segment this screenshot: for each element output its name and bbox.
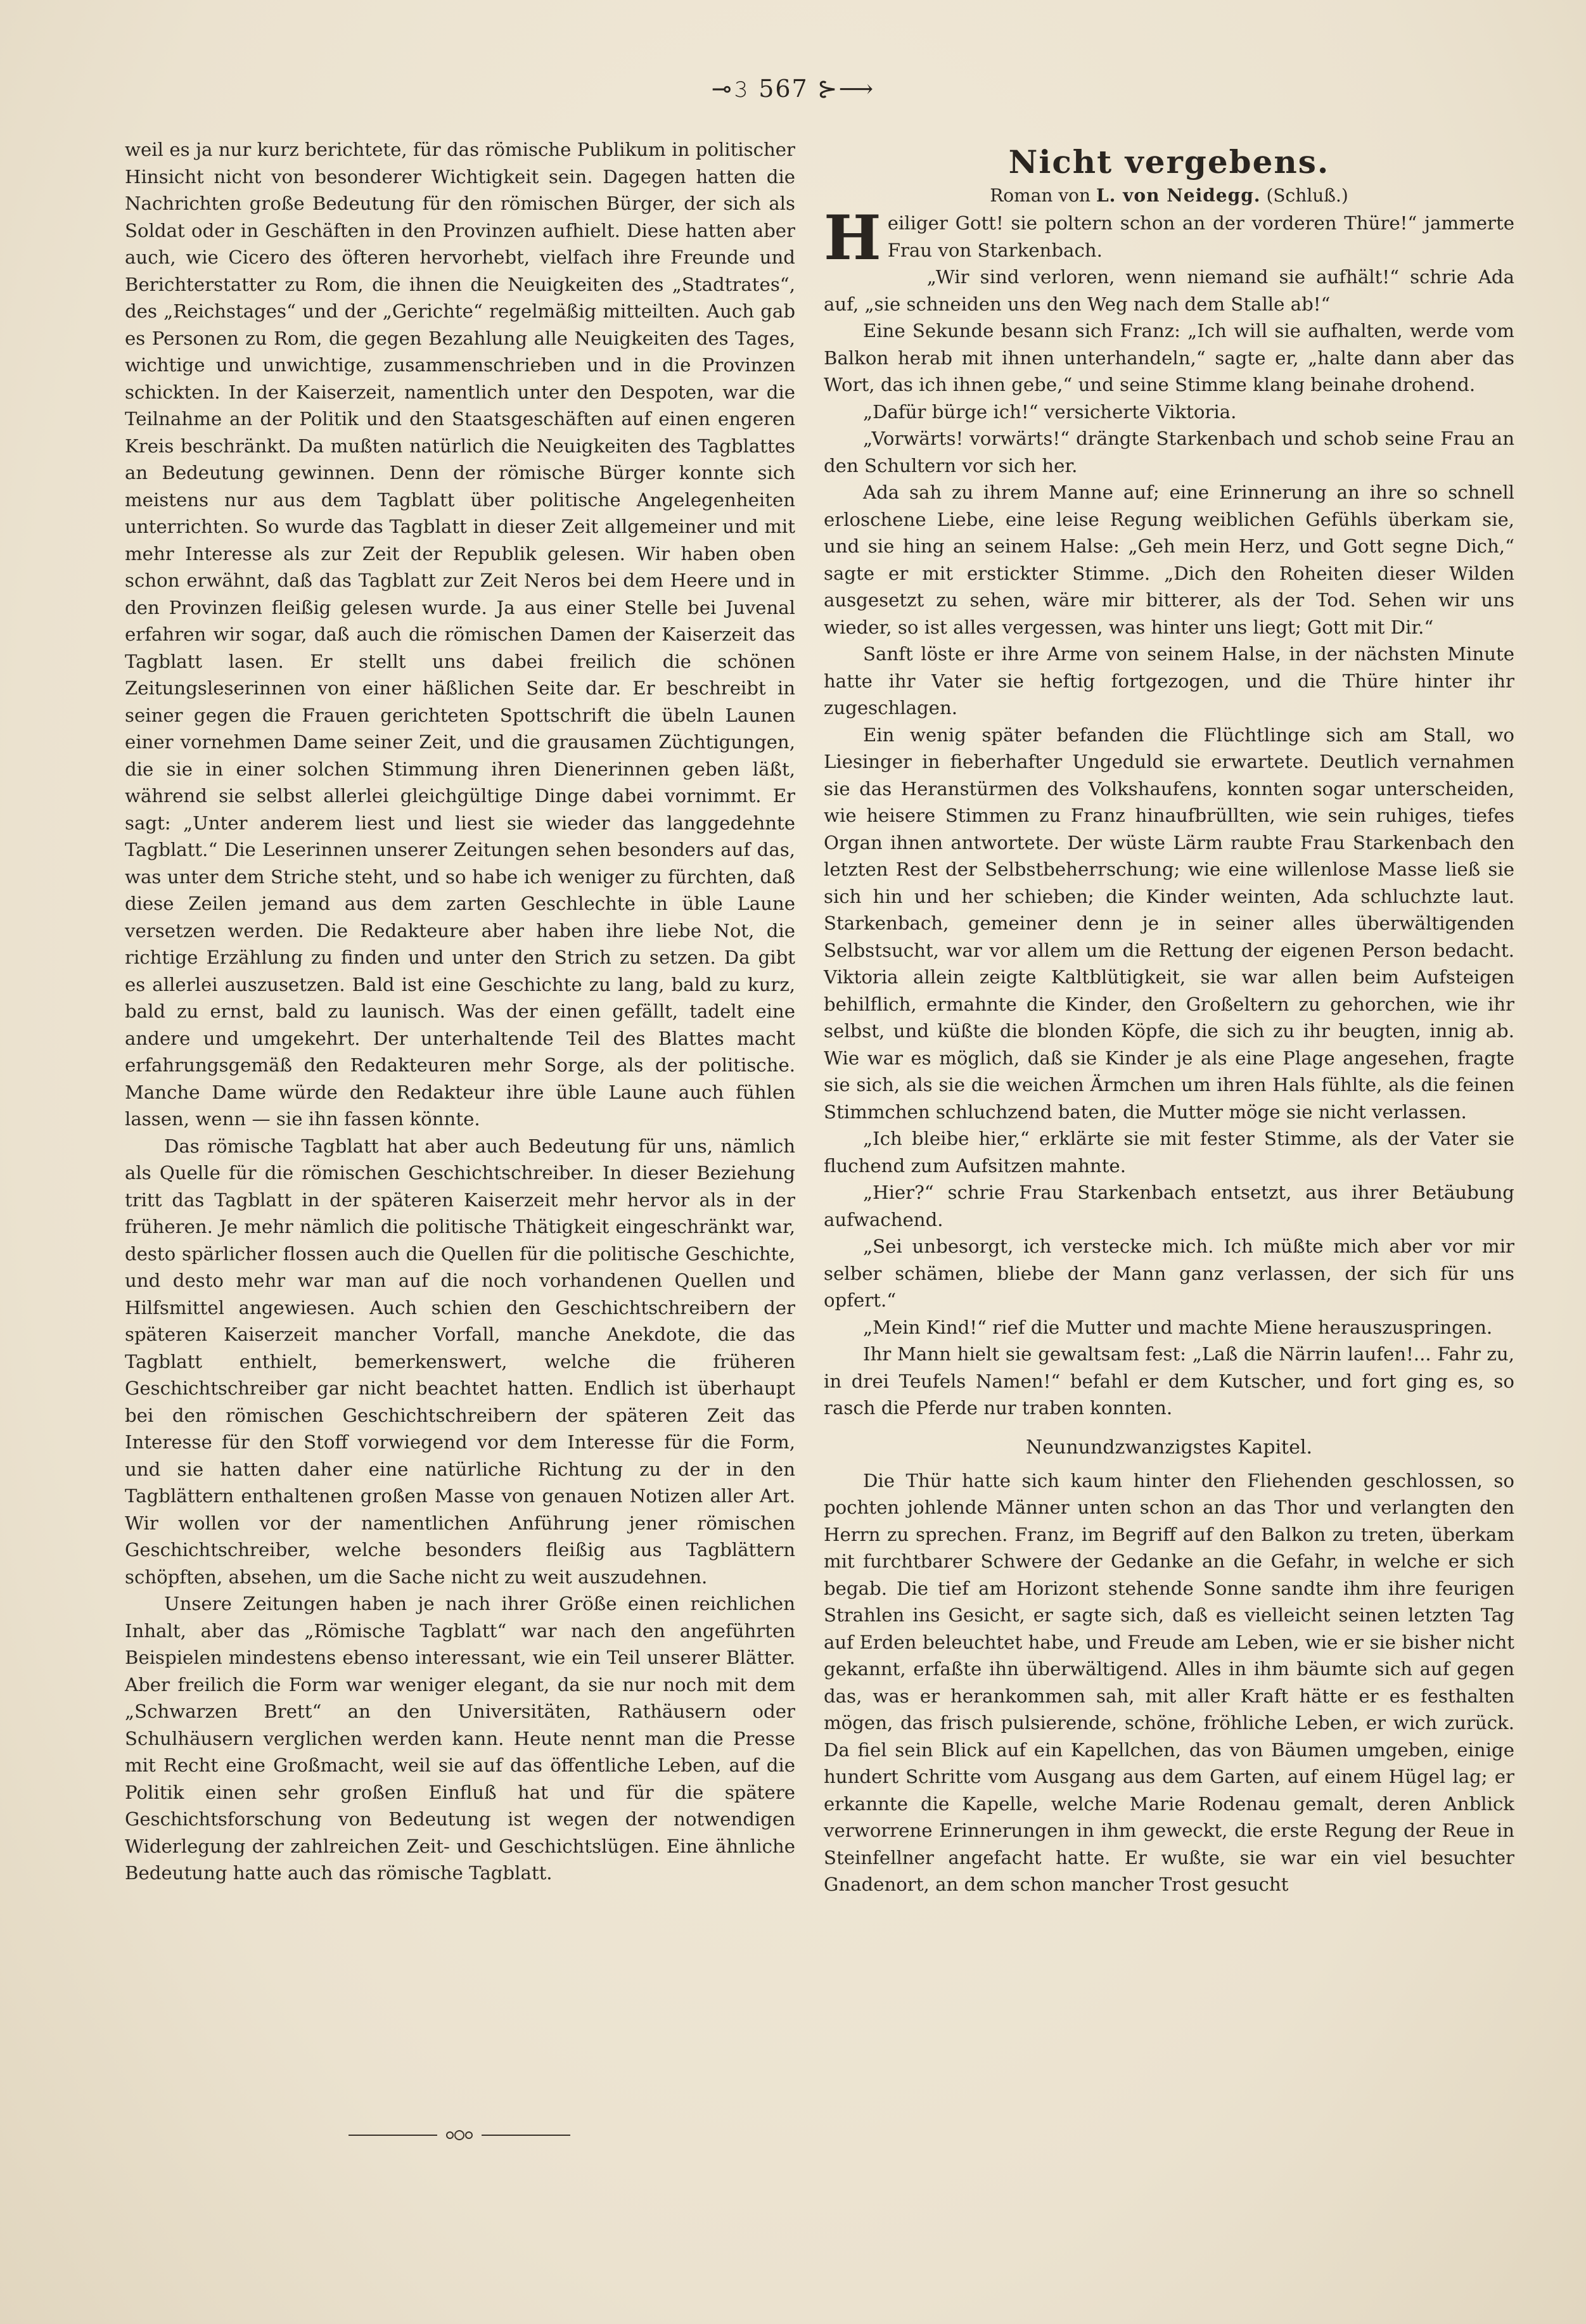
byline-prefix: Roman von	[990, 185, 1091, 206]
right-paragraph-12: Ihr Mann hielt sie gewaltsam fest: „Laß die Närrin laufen!... Fahr zu, in drei Teufels Namen!“ befahl er dem Kutscher, und fort ging es, so rasch die Pferde nur traben konnten.	[824, 1343, 1514, 1419]
opening-paragraph	[824, 202, 1514, 274]
page-number-ornament-left: ⊸𝟹	[711, 75, 759, 103]
novel-title: Nicht vergebens.	[1008, 143, 1330, 181]
right-paragraph-5: Ada sah zu ihrem Manne auf; eine Erinnerung an ihre so schnell erloschene Liebe, eine leise Regung weiblichen Gefühls überkam sie, und sie hing an seinem Halse: „Geh mein Herz, und Gott segne Dich,“ sagte er mit erstickter Stimme. „Dich den Roheiten dieser Wilden ausgesetzt zu sehen, wäre mir bitterer, als der Tod. Sehen wir uns wieder, so ist alles vergessen, was hinter uns liegt; Gott mit Dir.“	[824, 482, 1514, 638]
left-paragraph-2: Das römische Tagblatt hat aber auch Bedeutung für uns, nämlich als Quelle für die römischen Geschichtschreiber. In dieser Beziehung tritt das Tagblatt in der späteren Kaiserzeit mehr hervor als in der früheren. Je mehr nämlich die politische Thätigkeit eingeschränkt war, desto spärlicher flossen auch die Quellen für die politische Geschichte, und desto mehr war man auf die noch vorhandenen Quellen und Hilfsmittel angewiesen. Auch schien den Geschichtschreibern der späteren Kaiserzeit mancher Vorfall, manche Anekdote, die das Tagblatt enthielt, bemerkenswert, welche die früheren Geschichtschreiber gar nicht beachtet hatten. Endlich ist überhaupt bei den römischen Geschichtschreibern der späteren Zeit das Interesse für den Stoff vorwiegend vor dem Interesse für die Form, und sie hatten daher eine natürliche Richtung zu der in den Tagblättern enthaltenen großen Masse von genauen Notizen aller Art. Wir wollen vor der namentlichen Anführung jener römischen Geschichtschreiber, welche besonders fleißig aus Tagblättern schöpften, absehen, um die Sache nicht zu weit auszudehnen.	[125, 1135, 795, 1588]
left-column	[125, 136, 795, 1887]
right-paragraph-9: „Hier?“ schrie Frau Starkenbach entsetzt, aus ihrer Betäubung aufwachend.	[824, 1182, 1514, 1230]
right-paragraph-3: „Dafür bürge ich!“ versicherte Viktoria.	[863, 400, 1237, 423]
byline-author: L. von Neidegg.	[1096, 185, 1261, 206]
page-number	[0, 75, 1586, 103]
right-paragraph-6: Sanft löste er ihre Arme von seinem Halse, in der nächsten Minute hatte ihr Vater sie heftig fortgezogen, und die Thüre hinter ihr zugeschlagen.	[824, 643, 1514, 718]
right-paragraph-2: Eine Sekunde besann sich Franz: „Ich will sie aufhalten, werde vom Balkon herab mit ihnen unterhandeln,“ sagte er, „halte dann aber das Wort, das ich ihnen gebe,“ und seine Stimme klang beinahe drohend.	[824, 320, 1514, 395]
section-end-ornament	[349, 2128, 570, 2143]
right-column	[824, 143, 1514, 1898]
byline-suffix: (Schluß.)	[1266, 185, 1348, 206]
right-paragraph-8: „Ich bleibe hier,“ erklärte sie mit fester Stimme, als der Vater sie fluchend zum Aufsitzen mahnte.	[824, 1128, 1514, 1177]
opening-paragraph-text: eiliger Gott! sie poltern schon an der vorderen Thüre!“ jammerte Frau von Starkenbach.	[887, 212, 1514, 261]
right-paragraph-11: „Mein Kind!“ rief die Mutter und machte Miene herauszuspringen.	[863, 1316, 1493, 1338]
page-number-value: 567	[758, 75, 809, 103]
chapter-paragraph-1: Die Thür hatte sich kaum hinter den Fliehenden geschlossen, so pochten johlende Männer unten schon an das Thor und verlangten den Herrn zu sprechen. Franz, im Begriff auf den Balkon zu treten, überkam mit furchtbarer Schwere der Gedanke an die Gefahr, in welche er sich begab. Die tief am Horizont stehende Sonne sandte ihm ihre feurigen Strahlen ins Gesicht, er sagte sich, daß es vielleicht seinen letzten Tag auf Erden beleuchtet habe, und Freude am Leben, wie er sie bisher nicht gekannt, erfaßte ihn überwältigend. Alles in ihm bäumte sich auf gegen das, was er herankommen sah, mit aller Kraft hätte er es festhalten mögen, das frisch pulsierende, schöne, fröhliche Leben, er wich zurück. Da fiel sein Blick auf ein Kapellchen, das von Bäumen umgeben, einige hundert Schritte vom Ausgang aus dem Garten, auf einem Hügel lag; er erkannte die Kapelle, welche Marie Rodenau gemalt, deren Anblick verworrene Erinnerungen in ihm geweckt, die erste Regung der Reue in Steinfellner angefacht hatte. Er wußte, sie war ein viel besuchter Gnadenort, an dem schon mancher Trost gesucht	[824, 1469, 1514, 1895]
right-paragraph-1: „Wir sind verloren, wenn niemand sie aufhält!“ schrie Ada auf, „sie schneiden uns den Weg nach dem Stalle ab!“	[824, 266, 1514, 315]
byline	[824, 182, 1514, 210]
right-paragraph-10: „Sei unbesorgt, ich verstecke mich. Ich müßte mich aber vor mir selber schämen, bliebe der Mann ganz verlassen, der sich für uns opfert.“	[824, 1235, 1514, 1311]
right-paragraph-7: Ein wenig später befanden die Flüchtlinge sich am Stall, wo Liesinger in fieberhafter Ungeduld sie erwartete. Deutlich vernahmen sie das Heranstürmen des Volkshaufens, konnten sogar unterscheiden, wie heisere Stimmen zu Franz hinaufbrüllten, wie sein ruhiges, tiefes Organ ihnen antwortete. Der wüste Lärm raubte Frau Starkenbach den letzten Rest der Selbstbeherrschung; wie eine willenlose Masse ließ sie sich hin und her schieben; die Kinder weinten, Ada schluchzte laut. Starkenbach, gemeiner denn je in seiner alles überwältigenden Selbstsucht, war vor allem um die Rettung der eigenen Person bedacht. Viktoria allein zeigte Kaltblütigkeit, sie war allen beim Aufsteigen behilflich, ermahnte die Kinder, den Großeltern zu gehorchen, wie ihr selbst, und küßte die blonden Köpfe, die sich zu ihr beugten, innig ab. Wie war es möglich, daß sie Kinder je als eine Plage angesehen, fragte sie sich, als sie die weichen Ärmchen um ihren Hals fühlte, als die feinen Stimmchen schluchzend baten, die Mutter möge sie nicht verlassen.	[824, 724, 1514, 1123]
left-paragraph-1: weil es ja nur kurz berichtete, für das römische Publikum in politischer Hinsicht nicht von besonderer Wichtigkeit sein. Dagegen hatten die Nachrichten große Bedeutung für den römischen Bürger, der sich als Soldat oder in Geschäften in den Provinzen aufhielt. Diese hatten aber auch, wie Cicero des öfteren hervorhebt, vielfach ihre Freunde und Berichterstatter zu Rom, die ihnen die Neuigkeiten des „Stadtrates“, des „Reichstages“ und der „Gerichte“ regelmäßig mitteilten. Auch gab es Personen zu Rom, die gegen Bezahlung alle Neuigkeiten des Tages, wichtige und unwichtige, zusammenschrieben und in die Provinzen schickten. In der Kaiserzeit, namentlich unter den Despoten, war die Teilnahme an der Politik und den Staatsgeschäften auf einen engeren Kreis beschränkt. Da mußten natürlich die Neuigkeiten des Tagblattes an Bedeutung gewinnen. Denn der römische Bürger konnte sich meistens nur aus dem Tagblatt über politische Angelegenheiten unterrichten. So wurde das Tagblatt in dieser Zeit allgemeiner und mit mehr Interesse als zur Zeit der Republik gelesen. Wir haben oben schon erwähnt, daß das Tagblatt zur Zeit Neros bei dem Heere und in den Provinzen fleißig gelesen wurde. Ja aus einer Stelle bei Juvenal erfahren wir sogar, daß auch die römischen Damen der Kaiserzeit das Tagblatt lasen. Er stellt uns dabei freilich die schönen Zeitungsleserinnen von einer häßlichen Seite dar. Er beschreibt in seiner gegen die Frauen gerichteten Spottschrift die übeln Launen einer vornehmen Dame seiner Zeit, und die grausamen Züchtigungen, die sie in einer solchen Stimmung ihren Dienerinnen geben läßt, während sie selbst allerlei gleichgültige Dinge dabei vornimmt. Er sagt: „Unter anderem liest und liest sie wieder das langgedehnte Tagblatt.“ Die Leserinnen unserer Zeitungen sehen besonders auf das, was unter dem Striche steht, und so habe ich weniger zu fürchten, daß diese Zeilen jemand aus dem zarten Geschlechte in üble Laune versetzen werden. Die Redakteure aber haben ihre liebe Not, die richtige Erzählung zu finden und unter den Strich zu setzen. Da gibt es allerlei auszusetzen. Bald ist eine Geschichte zu lang, bald zu kurz, bald zu ernst, bald zu launisch. Was der einen gefällt, tadelt eine andere und umgekehrt. Der unterhaltende Teil des Blattes macht erfahrungsgemäß den Redakteuren mehr Sorge, als der politische. Manche Dame würde den Redakteur ihre üble Laune auch fühlen lassen, wenn — sie ihn fassen könnte.	[125, 139, 795, 1130]
page-number-ornament-right: ⊱⟶	[808, 75, 875, 103]
right-paragraph-4: „Vorwärts! vorwärts!“ drängte Starkenbach und schob seine Frau an den Schultern vor sich her.	[824, 428, 1514, 476]
left-paragraph-3: Unsere Zeitungen haben je nach ihrer Größe einen reichlichen Inhalt, aber das „Römische Tagblatt“ war nach den angeführten Beispielen mindestens ebenso interessant, wie ein Teil unserer Blätter. Aber freilich die Form war weniger elegant, da sie nur noch mit dem „Schwarzen Brett“ an den Universitäten, Rathäusern oder Schulhäusern verglichen werden kann. Heute nennt man die Presse mit Recht eine Großmacht, weil sie auf das öffentliche Leben, auf die Politik einen sehr großen Einfluß hat und für die spätere Geschichtsforschung von Bedeutung ist wegen der notwendigen Widerlegung der zahlreichen Zeit- und Geschichtslügen. Eine ähnliche Bedeutung hatte auch das römische Tagblatt.	[125, 1593, 795, 1884]
chapter-heading: Neunundzwanzigstes Kapitel.	[1026, 1436, 1312, 1459]
drop-cap: H	[824, 202, 881, 274]
